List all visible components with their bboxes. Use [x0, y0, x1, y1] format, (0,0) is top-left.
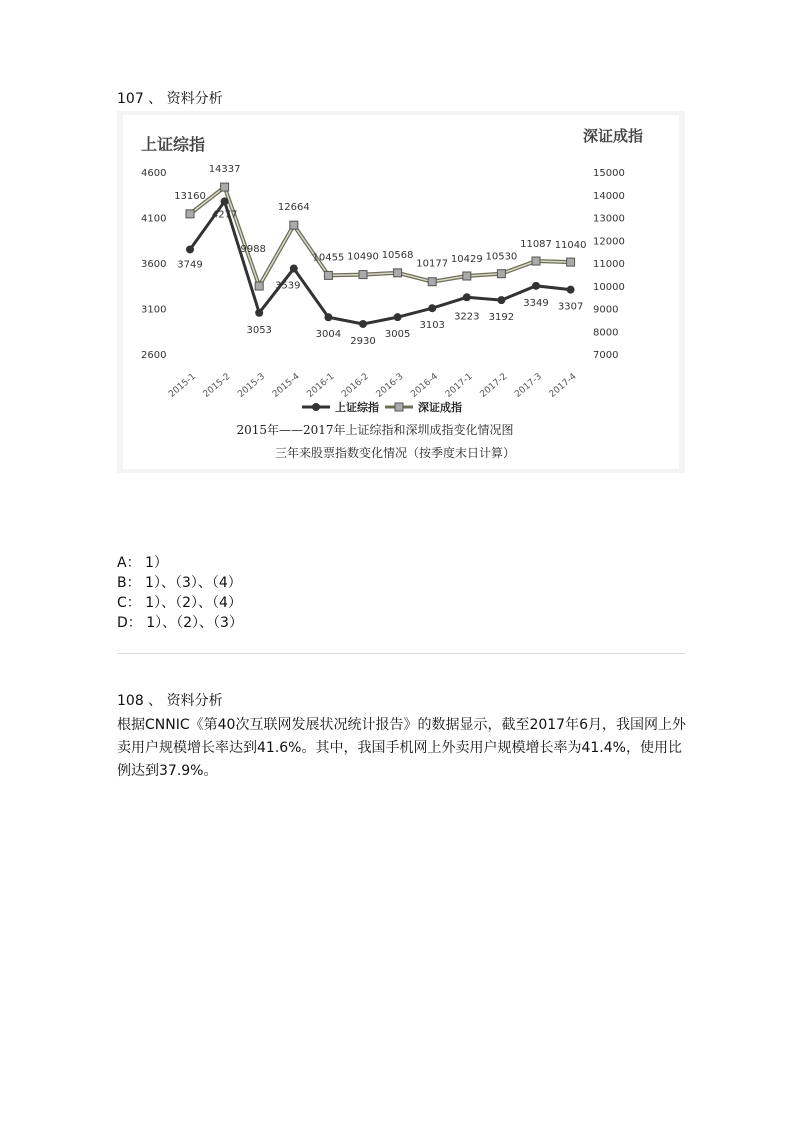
shenzhen-data-label: 13160 [174, 190, 206, 202]
right-tick-label: 13000 [593, 213, 625, 225]
shenzhen-point [567, 258, 575, 266]
shanghai-data-label: 3005 [384, 329, 411, 341]
option-b[interactable]: B： 1）、（3）、（4） [117, 575, 242, 591]
shenzhen-data-label: 11040 [554, 240, 587, 252]
x-tick-label: 2016-2 [340, 371, 371, 400]
chart-subcaption: 三年来股票指数变化情况（按季度末日计算） [274, 446, 516, 460]
left-tick-label: 3100 [141, 304, 167, 316]
shenzhen-point [324, 271, 332, 279]
shanghai-point [290, 265, 298, 273]
right-tick-label: 7000 [593, 350, 619, 361]
right-tick-label: 14000 [593, 190, 625, 202]
shenzhen-data-label: 9988 [240, 244, 266, 256]
shenzhen-data-label: 10177 [416, 258, 449, 270]
shanghai-point [532, 282, 540, 290]
shanghai-data-label: 3103 [419, 320, 445, 332]
question-107-title: 107 、 资料分析 [117, 91, 223, 107]
shenzhen-point [359, 271, 367, 279]
shenzhen-point [463, 272, 471, 280]
option-d[interactable]: D： 1）、（2）、（3） [117, 615, 243, 631]
shanghai-data-label: 3539 [275, 280, 301, 292]
left-tick-label: 3600 [141, 259, 167, 270]
index-chart [117, 111, 685, 473]
shenzhen-point [255, 282, 263, 290]
shenzhen-point [497, 270, 505, 278]
shenzhen-data-label: 11087 [520, 239, 552, 251]
right-tick-label: 9000 [593, 304, 619, 316]
shenzhen-data-label: 14337 [208, 164, 241, 176]
shenzhen-data-label: 10429 [450, 253, 483, 265]
right-axis-title: 深证成指 [582, 127, 643, 145]
shanghai-point [567, 286, 575, 294]
shanghai-data-label: 4277 [211, 209, 238, 221]
x-tick-label: 2016-1 [305, 371, 337, 400]
x-tick-label: 2017-3 [513, 371, 544, 400]
shanghai-point [394, 313, 402, 321]
shanghai-data-label: 3307 [557, 301, 584, 313]
right-tick-label: 11000 [593, 259, 625, 270]
x-tick-label: 2017-2 [478, 371, 510, 400]
x-tick-label: 2016-4 [409, 371, 441, 400]
shanghai-point [428, 304, 436, 312]
option-c[interactable]: C： 1）、（2）、（4） [117, 595, 242, 611]
shanghai-point [359, 320, 367, 328]
left-tick-label: 4600 [141, 168, 167, 179]
shanghai-data-label: 3223 [454, 311, 480, 323]
shanghai-point [463, 293, 471, 301]
legend-shanghai-label: 上证综指 [335, 401, 379, 414]
shanghai-point [497, 296, 505, 304]
shenzhen-point [394, 269, 402, 277]
shanghai-data-label: 3349 [523, 297, 549, 309]
shanghai-data-label: 3053 [246, 324, 272, 336]
shanghai-point [324, 313, 332, 321]
x-tick-label: 2017-4 [547, 371, 579, 400]
x-tick-label: 2015-4 [270, 371, 302, 400]
right-tick-label: 8000 [593, 327, 619, 339]
x-tick-label: 2015-2 [201, 371, 233, 400]
shanghai-data-label: 3004 [315, 329, 342, 341]
shanghai-data-label: 2930 [350, 335, 376, 347]
shenzhen-data-label: 10490 [347, 251, 379, 263]
left-axis-title: 上证综指 [141, 135, 206, 154]
x-tick-label: 2015-1 [167, 371, 198, 400]
shanghai-data-label: 3192 [488, 312, 515, 324]
legend-shenzhen-marker [395, 403, 403, 411]
shenzhen-data-label: 12664 [277, 202, 310, 214]
x-tick-label: 2016-3 [374, 371, 406, 400]
shenzhen-data-label: 10455 [312, 252, 345, 264]
shenzhen-point [532, 257, 540, 265]
right-tick-label: 10000 [593, 281, 625, 293]
shanghai-data-label: 3749 [177, 259, 203, 271]
left-tick-label: 2600 [141, 350, 167, 361]
shenzhen-point [428, 278, 436, 286]
shenzhen-point [221, 183, 229, 191]
shanghai-point [221, 197, 229, 205]
chart-svg [117, 111, 685, 473]
shenzhen-point [186, 210, 194, 218]
left-tick-label: 4100 [141, 213, 167, 225]
section-divider [117, 653, 685, 654]
question-108-body: 根据CNNIC《第40次互联网发展状况统计报告》的数据显示，截至2017年6月，我国网上外卖用户规模增长率达到41.6%。其中，我国手机网上外卖用户规模增长率为41.4%，使用比例达到37.9%。 [117, 717, 686, 779]
shenzhen-point [290, 221, 298, 229]
option-a[interactable]: A： 1） [117, 555, 168, 571]
x-tick-label: 2015-3 [236, 371, 268, 400]
shanghai-point [186, 245, 194, 253]
right-tick-label: 15000 [593, 168, 625, 179]
question-108-title: 108 、 资料分析 [117, 693, 223, 709]
shenzhen-data-label: 10568 [381, 249, 414, 261]
shenzhen-data-label: 10530 [485, 251, 518, 263]
legend-shanghai-marker [312, 403, 320, 411]
answer-options [117, 553, 243, 633]
legend-shenzhen-label: 深证成指 [418, 401, 462, 414]
shanghai-point [255, 309, 263, 317]
right-tick-label: 12000 [593, 236, 625, 248]
chart-caption: 2015年——2017年上证综指和深圳成指变化情况图 [236, 423, 514, 437]
x-tick-label: 2017-1 [443, 371, 475, 400]
